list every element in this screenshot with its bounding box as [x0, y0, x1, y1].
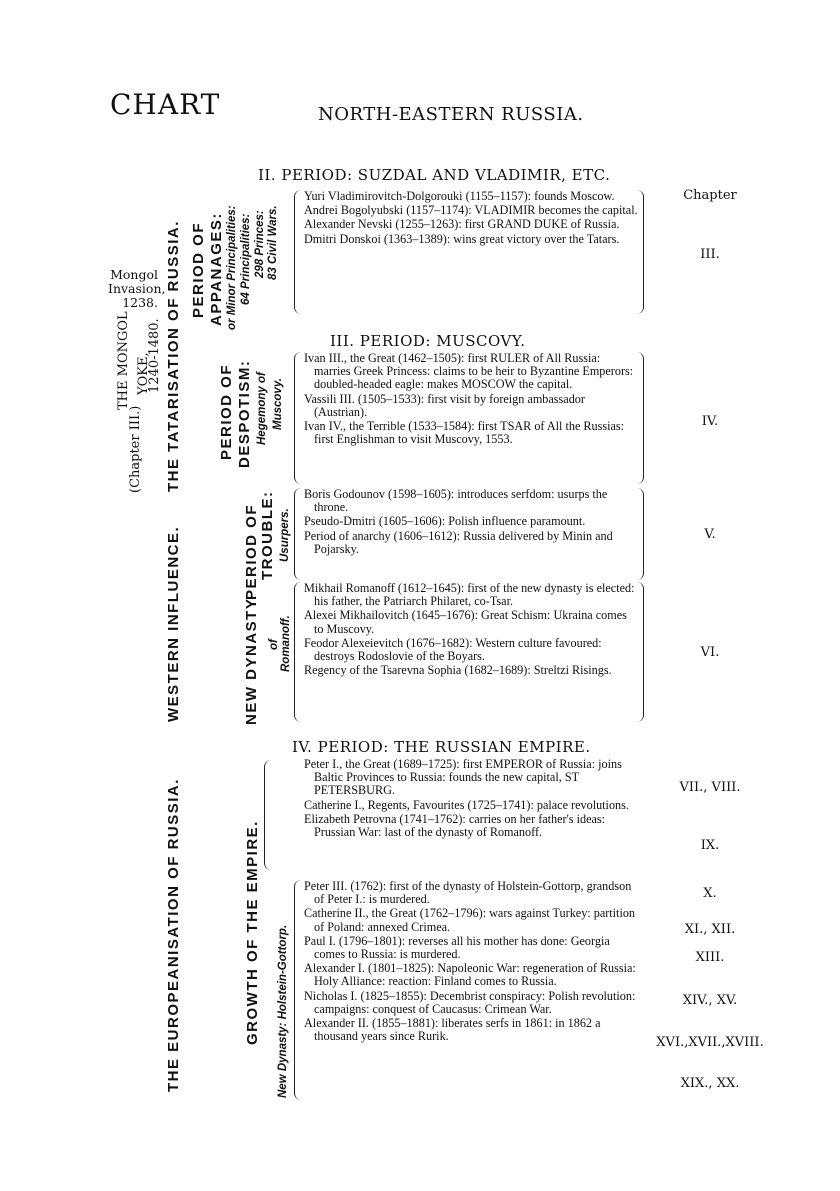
- mongol-yoke-label-1: THE MONGOL: [116, 311, 131, 410]
- appanages-sub-1: or Minor Principalities:: [226, 205, 238, 330]
- growth-label: GROWTH OF THE EMPIRE.: [244, 820, 261, 1045]
- chapter-vii-viii: VII., VIII.: [679, 780, 741, 795]
- list-item: Mikhail Romanoff (1612–1645): first of the new dynasty is elected: his father, the Patriarch Philaret, co-Tsar.: [304, 581, 635, 609]
- despotism-sub-1: Hegemony of: [256, 372, 268, 445]
- list-item: Feodor Alexeievitch (1676–1682): Western culture favoured: destroys Rodoslovie of the Boyars.: [304, 635, 602, 664]
- period-3-heading: III. PERIOD: MUSCOVY.: [330, 332, 526, 350]
- chapter-vi: VI.: [700, 645, 720, 660]
- trouble-sub: Usurpers.: [279, 508, 291, 562]
- suzdal-entries: [300, 190, 638, 247]
- despotism-label-2: DESPOTISM:: [236, 359, 253, 468]
- list-item: Catherine I., Regents, Favourites (1725–1741): palace revolutions.: [304, 797, 629, 812]
- mongol-yoke-chapter: (Chapter III.): [128, 405, 143, 493]
- period-2-heading: II. PERIOD: SUZDAL AND VLADIMIR, ETC.: [258, 166, 611, 184]
- appanages-sub-2: 64 Principalities:: [240, 213, 252, 305]
- newdyn-label: NEW DYNASTY: [243, 597, 260, 725]
- appanages-label-2: APPANAGES:: [208, 212, 225, 326]
- list-item: Alexander Nevski (1255–1263): first GRAND DUKE of Russia.: [304, 217, 620, 232]
- growth-brace-top: [264, 760, 271, 870]
- mongol-yoke-dates: 1240-1480.: [147, 318, 162, 393]
- europeanisation-label: THE EUROPEANISATION OF RUSSIA.: [165, 778, 182, 1092]
- chart-title: CHART: [110, 88, 221, 121]
- list-item: Elizabeth Petrovna (1741–1762): carries on her father's ideas: Prussian War: last of the dynasty of Romanoff.: [304, 811, 606, 840]
- list-item: Pseudo-Dmitri (1605–1606): Polish influence paramount.: [304, 514, 586, 529]
- list-item: Alexander II. (1855–1881): liberates serfs in 1861: in 1862 a thousand years since Rurik.: [304, 1016, 601, 1044]
- list-item: Boris Godounov (1598–1605): introduces serfdom: usurps the throne.: [304, 487, 608, 515]
- chapter-xi-xii: XI., XII.: [684, 922, 736, 937]
- list-item: Alexander I. (1801–1825): Napoleonic War: regeneration of Russia: Holy Alliance: reaction: Finland comes to Russia.: [304, 961, 636, 989]
- chapter-xix-xx: XIX., XX.: [680, 1076, 740, 1091]
- western-influence-label: WESTERN INFLUENCE.: [165, 525, 182, 722]
- chapter-xvi-xviii: XVI.,XVII.,XVIII.: [656, 1035, 764, 1050]
- page-subtitle: NORTH-EASTERN RUSSIA.: [318, 104, 584, 125]
- list-item: Peter I., the Great (1689–1725): first EMPEROR of Russia: joins Baltic Provinces to Russia: founds the new capital, ST PETERSBURG.: [304, 757, 622, 798]
- despotism-label-1: PERIOD OF: [218, 363, 235, 460]
- chapter-ix: IX.: [700, 838, 720, 853]
- chapter-x: X.: [703, 886, 717, 901]
- chapter-heading: Chapter: [683, 188, 737, 203]
- period-4-heading: IV. PERIOD: THE RUSSIAN EMPIRE.: [292, 738, 591, 756]
- chapter-iii: III.: [700, 247, 720, 262]
- list-item: Ivan III., the Great (1462–1505): first RULER of All Russia: marries Greek Princess: claims to be heir to Byzantine Emperors: doubled-headed eagle: makes MOSCOW the capital.: [304, 351, 634, 392]
- list-item: Vassili III. (1505–1533): first visit by foreign ambassador (Austrian).: [304, 391, 585, 419]
- despotism-sub-2: Muscovy.: [272, 378, 284, 430]
- list-item: Regency of the Tsarevna Sophia (1682–1689): Streltzi Risings.: [304, 663, 612, 678]
- appanages-sub-4: 83 Civil Wars.: [267, 205, 279, 280]
- mongol-invasion-label: Mongol Invasion, 1238.: [108, 267, 166, 310]
- newdyn-sub-1: of: [268, 639, 280, 650]
- newdyn-sub-2: Romanoff.: [280, 615, 292, 672]
- list-item: Yuri Vladimirovitch-Dolgorouki (1155–1157): founds Moscow.: [304, 189, 615, 203]
- list-item: Andrei Bogolyubski (1157–1174): VLADIMIR becomes the capital.: [304, 203, 638, 218]
- trouble-label-1: PERIOD OF: [243, 503, 260, 600]
- mongol-yoke-label-2: YOKE,: [136, 352, 151, 395]
- list-item: Dmitri Donskoi (1363–1389): wins great victory over the Tatars.: [304, 231, 620, 246]
- holstein-label: New Dynasty: Holstein-Gottorp.: [277, 924, 289, 1098]
- appanages-label-1: PERIOD OF: [190, 221, 207, 318]
- chapter-iv: IV.: [701, 414, 719, 429]
- chapter-xiv-xv: XIV., XV.: [682, 993, 738, 1008]
- trouble-label-2: TROUBLE:: [259, 490, 276, 580]
- list-item: Catherine II., the Great (1762–1796): wars against Turkey: partition of Poland: annexed Crimea.: [304, 906, 636, 934]
- trouble-entries: [300, 488, 638, 557]
- list-item: Alexei Mikhailovitch (1645–1676): Great Schism: Ukraina comes to Muscovy.: [304, 608, 627, 636]
- list-item: Nicholas I. (1825–1855): Decembrist conspiracy: Polish revolution: campaigns: conquest of Caucasus: Crimean War.: [304, 988, 636, 1016]
- tatarisation-label: THE TATARISATION OF RUSSIA.: [165, 220, 182, 492]
- list-item: Peter III. (1762): first of the dynasty of Holstein-Gottorp, grandson of Peter I.: is murdered.: [304, 879, 632, 907]
- list-item: Period of anarchy (1606–1612): Russia delivered by Minin and Pojarsky.: [304, 528, 613, 556]
- empire-b-entries: [300, 880, 638, 1044]
- appanages-sub-3: 298 Princes:: [254, 210, 266, 278]
- romanoff-entries: [300, 582, 638, 678]
- chapter-v: V.: [704, 527, 716, 542]
- list-item: Paul I. (1796–1801): reverses all his mother has done: Georgia comes to Russia: is murdered.: [304, 933, 610, 962]
- chapter-xiii: XIII.: [695, 950, 725, 965]
- despotism-entries: [300, 352, 638, 447]
- list-item: Ivan IV., the Terrible (1533–1584): first TSAR of All the Russias: first Englishman to visit Muscovy, 1553.: [304, 419, 625, 447]
- empire-a-entries: [300, 758, 638, 840]
